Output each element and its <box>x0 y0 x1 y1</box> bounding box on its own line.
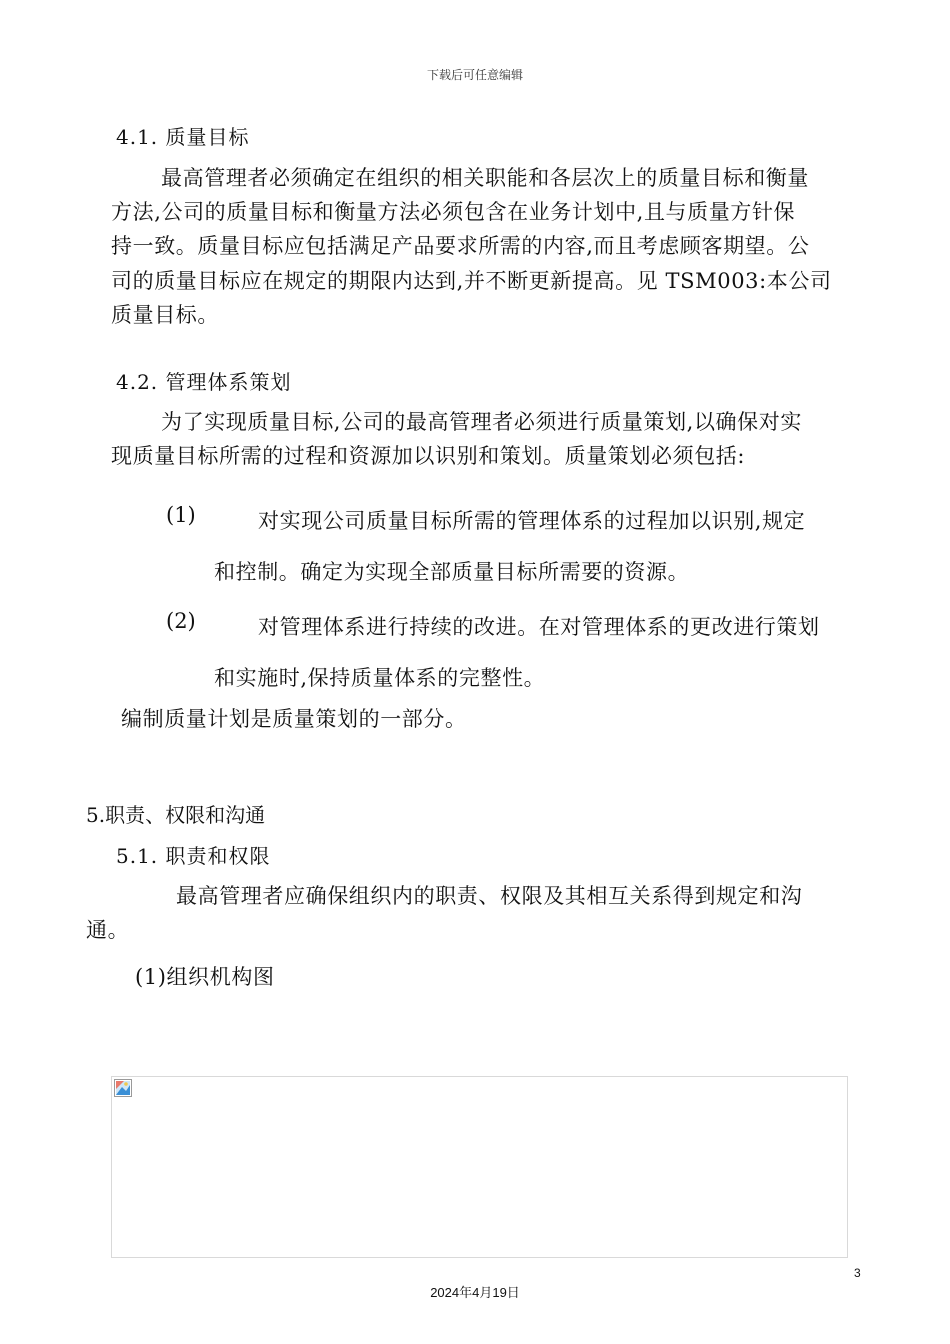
list-item-text: 对实现公司质量目标所需的管理体系的过程加以识别,规定 <box>258 509 806 533</box>
paragraph-line: 方法,公司的质量目标和衡量方法必须包含在业务计划中,且与质量方针保 <box>111 200 796 225</box>
header-note: 下载后可任意编辑 <box>426 68 523 82</box>
paragraph-line: 司的质量目标应在规定的期限内达到,并不断更新提高。见 TSM003:本公司 <box>111 268 832 293</box>
section-5-heading: 5.职责、权限和沟通 <box>86 803 266 827</box>
section-4-2-heading: 4.2. 管理体系策划 <box>116 370 292 394</box>
section-4-1-heading: 4.1. 质量目标 <box>116 125 250 149</box>
list-item-number: (2) <box>166 609 196 633</box>
list-item-number: (1) <box>166 503 196 527</box>
list-item-text: 和控制。确定为实现全部质量目标所需要的资源。 <box>214 560 690 584</box>
paragraph-line: 为了实现质量目标,公司的最高管理者必须进行质量策划,以确保对实 <box>161 410 802 434</box>
paragraph-line: 持一致。质量目标应包括满足产品要求所需的内容,而且考虑顾客期望。公 <box>111 234 810 259</box>
section-4-1-paragraph <box>111 161 863 332</box>
section-4-2-paragraph <box>111 405 863 473</box>
paragraph-line: 最高管理者必须确定在组织的相关职能和各层次上的质量目标和衡量 <box>161 166 809 190</box>
list-item-text: 对管理体系进行持续的改进。在对管理体系的更改进行策划 <box>258 615 820 639</box>
list-item-text: 和实施时,保持质量体系的完整性。 <box>214 666 546 690</box>
paragraph-line: 现质量目标所需的过程和资源加以识别和策划。质量策划必须包括: <box>111 444 746 469</box>
org-chart-image-placeholder <box>111 1076 848 1258</box>
section-5-1-heading: 5.1. 职责和权限 <box>116 844 271 868</box>
page-number: 3 <box>854 1266 861 1280</box>
section-4-2-closing: 编制质量计划是质量策划的一部分。 <box>121 707 467 731</box>
figure-caption: (1)组织机构图 <box>135 965 275 989</box>
paragraph-line: 质量目标。 <box>111 302 219 327</box>
footer-date: 2024年4月19日 <box>430 1285 520 1300</box>
section-5-1-paragraph <box>86 879 863 947</box>
paragraph-line: 通。 <box>86 918 130 943</box>
broken-image-icon <box>114 1079 132 1097</box>
paragraph-line: 最高管理者应确保组织内的职责、权限及其相互关系得到规定和沟 <box>176 884 803 908</box>
